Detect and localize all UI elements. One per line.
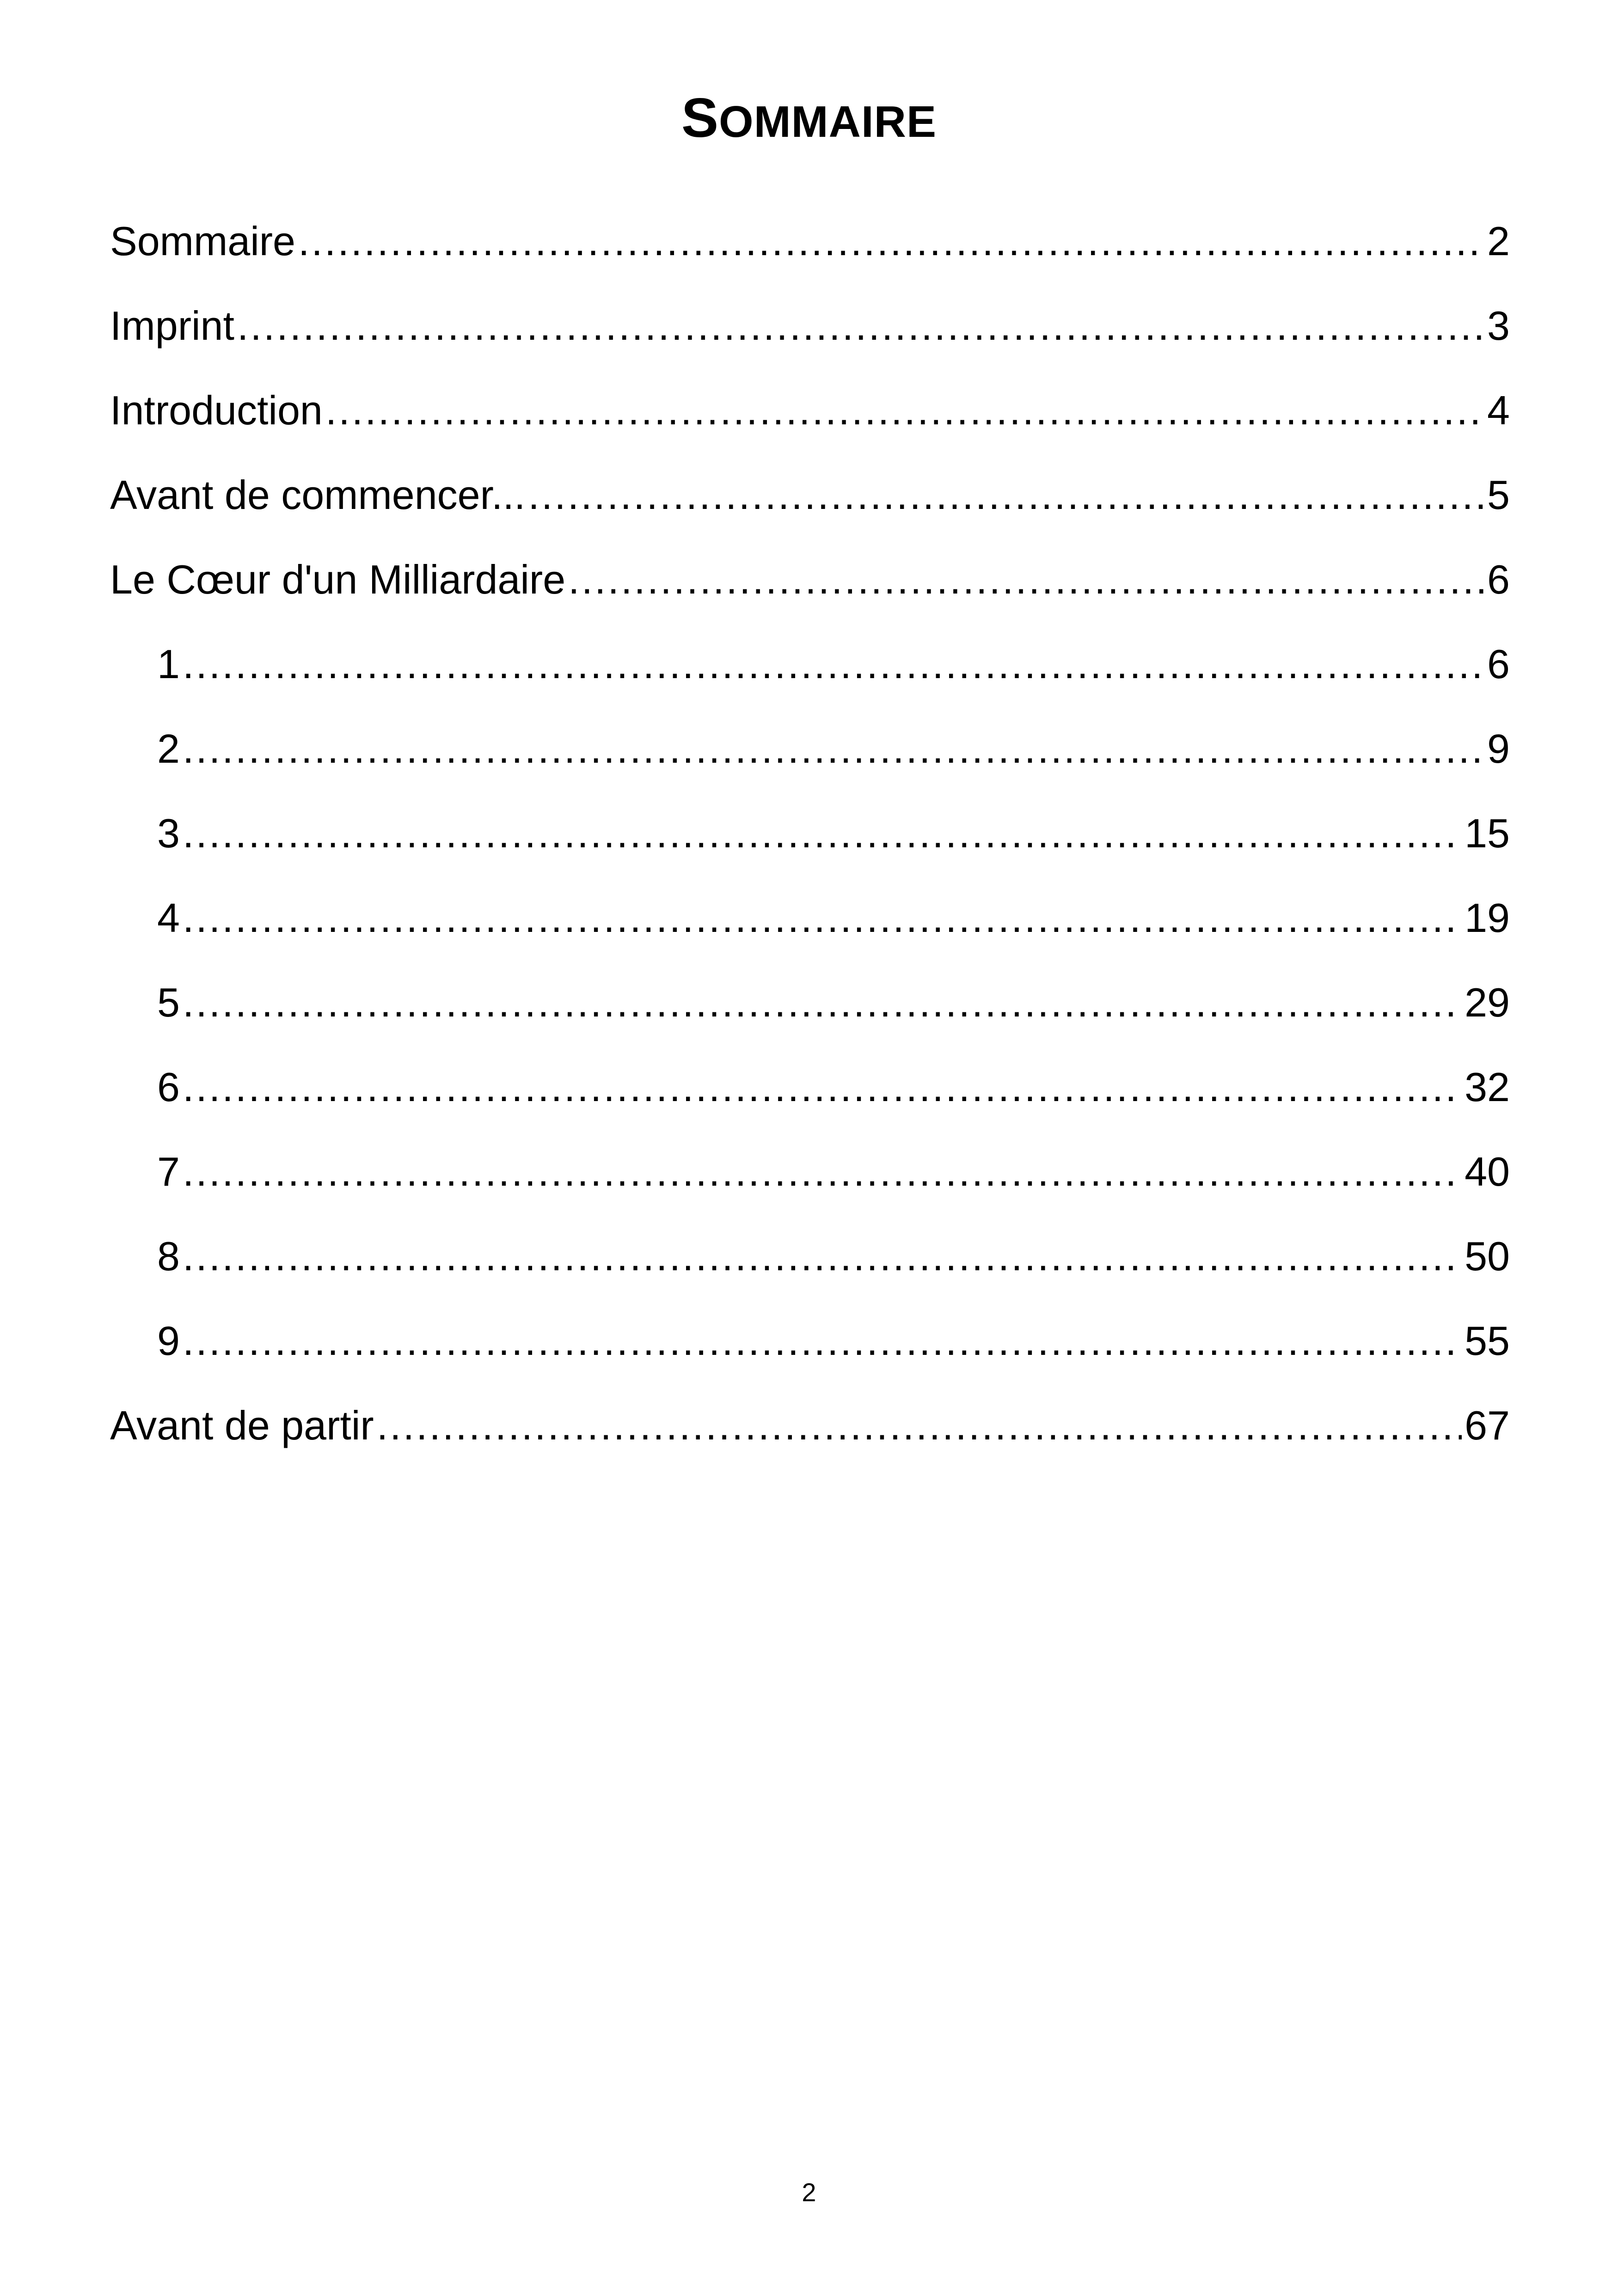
- toc-subentry[interactable]: [110, 1298, 1510, 1383]
- toc-entry-label: 7: [157, 1148, 180, 1194]
- toc-entry-page: 15: [1465, 810, 1510, 856]
- toc-entry-label: Avant de commencer...: [110, 471, 526, 518]
- toc-entry-page: 3: [1487, 302, 1510, 349]
- toc-entry-page: 19: [1465, 894, 1510, 941]
- toc-entry-page: 9: [1487, 725, 1510, 771]
- toc-entry-label: 2: [157, 725, 180, 771]
- toc-entry-label: 1: [157, 641, 180, 687]
- toc-subentry[interactable]: [110, 1214, 1510, 1298]
- toc-entry-label: 3: [157, 810, 180, 856]
- toc-entry-page: 2: [1487, 218, 1510, 264]
- toc-entry-page: 32: [1465, 1064, 1510, 1110]
- toc-subentry[interactable]: [110, 622, 1510, 706]
- page-title-rest: OMMAIRE: [719, 97, 937, 147]
- toc-dot-leader: [528, 471, 1484, 519]
- toc-entry-label: 5: [157, 979, 180, 1025]
- toc-entry[interactable]: [110, 1383, 1510, 1468]
- toc-dot-leader: [183, 1148, 1462, 1195]
- toc-dot-leader: [377, 1402, 1462, 1449]
- toc-entry-page: 5: [1487, 471, 1510, 518]
- toc-entry-label: 4: [157, 894, 180, 941]
- toc-subentry[interactable]: [110, 1045, 1510, 1129]
- toc-entry-label: Imprint: [110, 302, 234, 349]
- toc-entry-label: Avant de partir: [110, 1402, 374, 1448]
- toc-dot-leader: [183, 894, 1462, 942]
- toc-dot-leader: [237, 302, 1484, 349]
- toc-entry-label: 9: [157, 1317, 180, 1364]
- toc-entry-page: 6: [1487, 641, 1510, 687]
- toc-entry-label: Le Cœur d'un Milliardaire: [110, 556, 566, 602]
- toc-entry-label: 6: [157, 1064, 180, 1110]
- toc-entry-page: 67: [1465, 1402, 1510, 1448]
- toc-dot-leader: [568, 556, 1484, 603]
- toc-entry-page: 4: [1487, 387, 1510, 433]
- toc-entry[interactable]: [110, 453, 1510, 537]
- page-title: [0, 88, 1618, 152]
- toc-entry[interactable]: [110, 368, 1510, 453]
- page-title-initial: S: [681, 87, 719, 149]
- toc-entry[interactable]: [110, 537, 1510, 622]
- toc-dot-leader: [183, 1064, 1462, 1111]
- toc-entry-label: 8: [157, 1233, 180, 1279]
- toc-dot-leader: [183, 641, 1484, 688]
- toc-subentry[interactable]: [110, 960, 1510, 1045]
- toc-entry-label: Introduction: [110, 387, 323, 433]
- toc-entry-page: 50: [1465, 1233, 1510, 1279]
- toc-dot-leader: [298, 218, 1484, 265]
- toc-entry[interactable]: [110, 199, 1510, 283]
- toc-subentry[interactable]: [110, 791, 1510, 876]
- toc-subentry[interactable]: [110, 706, 1510, 791]
- toc-dot-leader: [183, 1317, 1462, 1365]
- page-number: 2: [802, 2178, 816, 2207]
- toc-entry-page: 6: [1487, 556, 1510, 602]
- toc-dot-leader: [183, 725, 1484, 772]
- toc-entry-label: Sommaire: [110, 218, 295, 264]
- toc-entry-page: 40: [1465, 1148, 1510, 1194]
- toc-dot-leader: [183, 810, 1462, 857]
- toc-subentry[interactable]: [110, 876, 1510, 960]
- toc-dot-leader: [183, 979, 1462, 1026]
- table-of-contents: [110, 199, 1510, 1468]
- toc-entry-page: 29: [1465, 979, 1510, 1025]
- toc-dot-leader: [325, 387, 1484, 434]
- toc-entry[interactable]: [110, 283, 1510, 368]
- toc-entry-page: 55: [1465, 1317, 1510, 1364]
- toc-dot-leader: [183, 1233, 1462, 1280]
- toc-subentry[interactable]: [110, 1129, 1510, 1214]
